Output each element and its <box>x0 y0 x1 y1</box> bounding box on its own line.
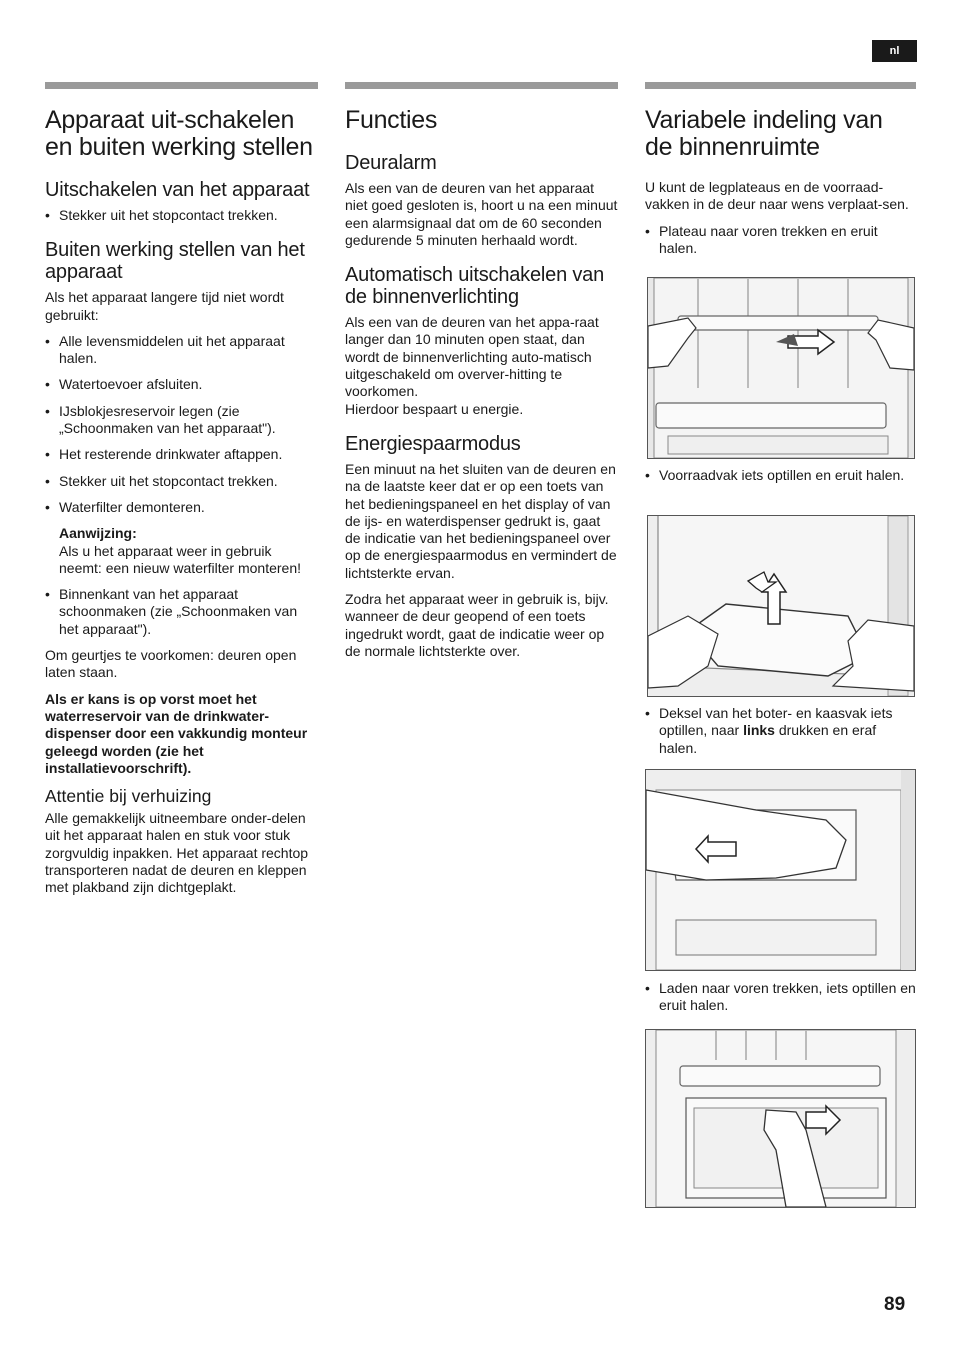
shelf-removal-illustration <box>647 277 915 459</box>
list-item: • Voorraadvak iets optillen en eruit halen. <box>645 467 916 484</box>
note-text: Als u het apparaat weer in gebruik neemt: een nieuw waterfilter monteren! <box>59 542 302 576</box>
subheading-door-alarm: Deuralarm <box>345 152 437 174</box>
bullet3-text-bold: links <box>743 722 775 739</box>
auto-light-off-text-2: Hierdoor bespaart u energie. <box>345 400 524 417</box>
list-item: • Stekker uit het stopcontact trekken. <box>45 207 318 224</box>
odour-tip: Om geurtjes te voorkomen: deuren open laten staan. <box>45 647 297 681</box>
out-of-service-list-end <box>45 586 318 638</box>
subheading-out-of-service: Buiten werking stellen van het apparaat <box>45 239 305 284</box>
section-title-interior-layout: Variabele indeling van de binnenruimte <box>645 106 883 161</box>
butter-cheese-lid-illustration <box>645 769 916 971</box>
column-rule <box>45 82 318 89</box>
list-item <box>645 705 916 757</box>
out-of-service-intro: Als het apparaat langere tijd niet wordt gebruikt: <box>45 289 284 323</box>
interior-intro: U kunt de legplateaus en de voorraad-vakken in de deur naar wens verplaat-sen. <box>645 179 909 213</box>
list-item: • Plateau naar voren trekken en eruit halen. <box>645 223 916 258</box>
note-block <box>45 525 318 577</box>
list-item: • Watertoevoer afsluiten. <box>45 376 318 393</box>
drawer-removal-illustration <box>645 1029 916 1208</box>
door-bin-illustration <box>647 515 915 697</box>
auto-light-off-text: Als een van de deuren van het appa-raat langer dan 10 minuten open staat, dan wordt de binnenverlichting auto-matisch uitgeschakeld om overver-hitting te voorkomen. <box>345 314 599 400</box>
column-rule <box>345 82 618 89</box>
door-alarm-text: Als een van de deuren van het apparaat niet goed gesloten is, hoort u na een minuut een alarmsignaal dat om de 60 seconden gedurende 5 minuten herhaald wordt. <box>345 180 618 248</box>
column-2 <box>345 82 618 669</box>
interior-list-4 <box>645 980 916 1015</box>
interior-list-4-wrap <box>645 980 916 1024</box>
bullet3-text-pre: Deksel van het boter- en kaasvak iets optillen, naar <box>659 705 893 739</box>
subheading-switch-off: Uitschakelen van het apparaat <box>45 179 310 201</box>
subheading-moving: Attentie bij verhuizing <box>45 786 212 807</box>
column-rule <box>645 82 916 89</box>
interior-list-2 <box>645 467 916 484</box>
list-item: • Waterfilter demonteren. <box>45 499 318 516</box>
moving-text: Alle gemakkelijk uitneembare onder-delen uit het apparaat halen en stuk voor stuk zorgvuldig inpakken. Het apparaat rechtop transporteren nadat de deuren en kleppen met plakband zijn dichtgeplakt. <box>45 810 309 896</box>
interior-list-3 <box>645 705 916 757</box>
interior-list-1 <box>645 223 916 258</box>
list-item: • Alle levensmiddelen uit het apparaat halen. <box>45 333 318 368</box>
subheading-auto-light-off: Automatisch uitschakelen van de binnenverlichting <box>345 264 604 309</box>
bullet3-text-post: drukken en eraf halen. <box>659 722 877 756</box>
interior-list-2-wrap <box>645 467 916 493</box>
column-3 <box>645 82 916 266</box>
page-number: 89 <box>884 1294 906 1315</box>
note-title: Aanwijzing: <box>59 525 137 542</box>
list-item: • Binnenkant van het apparaat schoonmaken (zie „Schoonmaken van het apparaat"). <box>45 586 318 638</box>
list-item: • Het resterende drinkwater aftappen. <box>45 446 318 463</box>
switch-off-list <box>45 207 318 224</box>
column-1 <box>45 82 318 906</box>
frost-warning: Als er kans is op vorst moet het waterreservoir van de drinkwater-dispenser door een vakkundig monteur geleegd worden (zie het installatievoorschrift). <box>45 690 308 776</box>
energy-saving-text: Een minuut na het sluiten van de deuren en na de laatste keer dat er op een toets van het bedieningspaneel en het display of van de ijs- en waterdispenser gedrukt is, gaat de indicatie van het bedieningspaneel over op de energiespaarmodus en vermindert de lichtsterkte ervan. <box>345 460 617 581</box>
language-tab: nl <box>872 40 917 62</box>
list-item: • Laden naar voren trekken, iets optillen en eruit halen. <box>645 980 916 1015</box>
energy-saving-text-2: Zodra het apparaat weer in gebruik is, bijv. wanneer de deur geopend of een toets ingedrukt wordt, gaat de indicatie weer op de normale lichtsterkte over. <box>345 591 609 659</box>
out-of-service-list <box>45 333 318 516</box>
section-title-functions: Functies <box>345 106 438 134</box>
subheading-energy-saving: Energiespaarmodus <box>345 432 521 455</box>
list-item: • IJsblokjesreservoir legen (zie „Schoonmaken van het apparaat"). <box>45 403 318 438</box>
interior-list-3-wrap <box>645 705 916 766</box>
section-title-switch-off: Apparaat uit-schakelen en buiten werking stellen <box>45 106 313 161</box>
list-item: • Stekker uit het stopcontact trekken. <box>45 473 318 490</box>
